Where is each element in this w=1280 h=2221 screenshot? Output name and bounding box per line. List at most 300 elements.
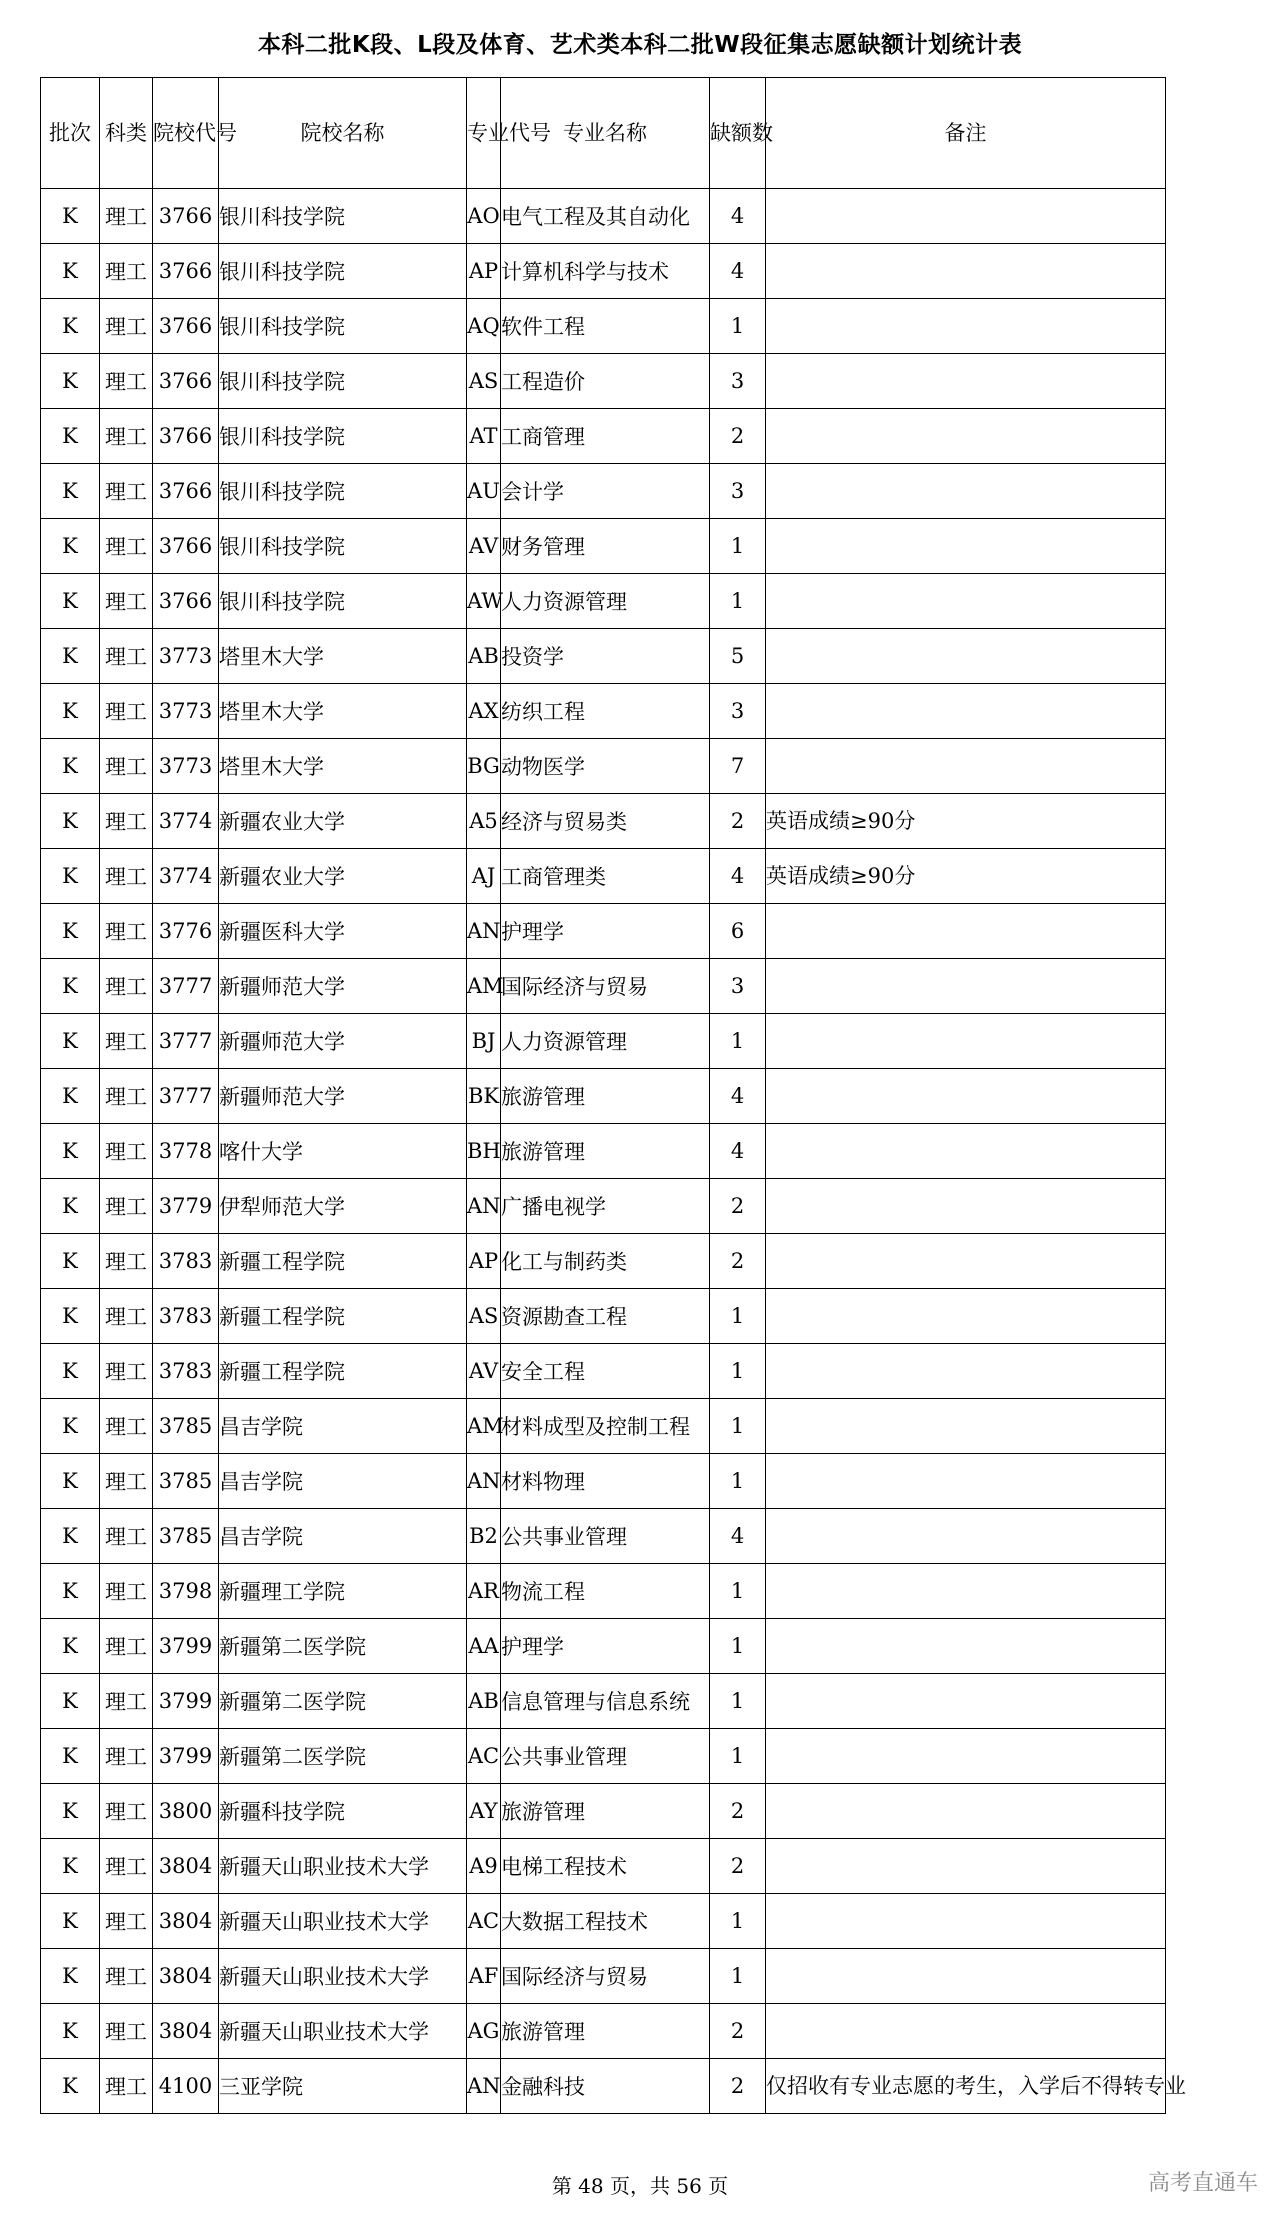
cell-major-name: 材料物理 [501,1454,710,1509]
cell-school-name: 昌吉学院 [219,1399,467,1454]
cell-major-name: 金融科技 [501,2059,710,2114]
table-row [41,1454,1166,1509]
cell-vacancy: 2 [710,794,766,849]
cell-major-code: AS [467,354,501,409]
cell-major-code: AC [467,1894,501,1949]
cell-vacancy: 1 [710,1344,766,1399]
cell-vacancy: 1 [710,1564,766,1619]
cell-batch: K [41,464,100,519]
table-row [41,1949,1166,2004]
cell-school-name: 新疆师范大学 [219,1069,467,1124]
cell-major-code: AY [467,1784,501,1839]
cell-school-name: 银川科技学院 [219,409,467,464]
cell-batch: K [41,1784,100,1839]
cell-school-code: 3785 [153,1454,219,1509]
cell-major-code: AP [467,244,501,299]
cell-major-name: 投资学 [501,629,710,684]
table-row [41,739,1166,794]
cell-subject: 理工 [100,574,153,629]
table-row [41,1234,1166,1289]
cell-batch: K [41,1234,100,1289]
cell-batch: K [41,299,100,354]
cell-batch: K [41,1454,100,1509]
cell-batch: K [41,1949,100,2004]
cell-subject: 理工 [100,1069,153,1124]
cell-note [766,739,1166,794]
table-row [41,1014,1166,1069]
cell-vacancy: 1 [710,1454,766,1509]
cell-subject: 理工 [100,1344,153,1399]
cell-batch: K [41,244,100,299]
cell-vacancy: 1 [710,299,766,354]
cell-school-name: 塔里木大学 [219,629,467,684]
table-row [41,1619,1166,1674]
cell-note: 仅招收有专业志愿的考生，入学后不得转专业 [766,2059,1166,2114]
cell-batch: K [41,794,100,849]
cell-note [766,1344,1166,1399]
cell-school-code: 3773 [153,739,219,794]
cell-batch: K [41,1674,100,1729]
cell-subject: 理工 [100,629,153,684]
cell-batch: K [41,2059,100,2114]
cell-batch: K [41,1509,100,1564]
cell-major-name: 动物医学 [501,739,710,794]
cell-subject: 理工 [100,1564,153,1619]
cell-note [766,1069,1166,1124]
cell-school-name: 新疆天山职业技术大学 [219,1894,467,1949]
table-row [41,1784,1166,1839]
table-row [41,299,1166,354]
cell-school-code: 3799 [153,1674,219,1729]
cell-note: 英语成绩≥90分 [766,849,1166,904]
cell-school-code: 3766 [153,464,219,519]
cell-note [766,1729,1166,1784]
table-row [41,354,1166,409]
cell-major-name: 公共事业管理 [501,1509,710,1564]
cell-subject: 理工 [100,1124,153,1179]
cell-major-code: BJ [467,1014,501,1069]
cell-subject: 理工 [100,1289,153,1344]
header-major-name: 专业名称 [501,78,710,189]
table-row [41,1399,1166,1454]
cell-subject: 理工 [100,1784,153,1839]
cell-vacancy: 4 [710,1124,766,1179]
page-number: 第 48 页，共 56 页 [551,2174,729,2198]
cell-vacancy: 1 [710,1674,766,1729]
cell-school-code: 3804 [153,2004,219,2059]
cell-batch: K [41,1069,100,1124]
cell-major-name: 旅游管理 [501,1784,710,1839]
cell-batch: K [41,2004,100,2059]
cell-note [766,1784,1166,1839]
watermark: 高考直通车 [1147,2171,1258,2196]
cell-major-code: AS [467,1289,501,1344]
cell-school-name: 新疆农业大学 [219,849,467,904]
table-row [41,409,1166,464]
cell-school-name: 新疆师范大学 [219,959,467,1014]
cell-major-code: BG [467,739,501,794]
cell-subject: 理工 [100,189,153,244]
cell-note [766,1509,1166,1564]
cell-major-name: 经济与贸易类 [501,794,710,849]
cell-school-code: 3776 [153,904,219,959]
cell-major-code: AB [467,1674,501,1729]
cell-major-name: 国际经济与贸易 [501,959,710,1014]
cell-school-code: 3777 [153,1014,219,1069]
cell-subject: 理工 [100,1894,153,1949]
cell-major-name: 会计学 [501,464,710,519]
cell-major-code: AA [467,1619,501,1674]
table-row [41,1509,1166,1564]
cell-major-name: 物流工程 [501,1564,710,1619]
cell-school-name: 新疆第二医学院 [219,1619,467,1674]
cell-major-code: B2 [467,1509,501,1564]
cell-vacancy: 3 [710,354,766,409]
cell-note [766,244,1166,299]
cell-major-code: AN [467,904,501,959]
cell-note [766,519,1166,574]
cell-school-code: 3779 [153,1179,219,1234]
cell-note [766,189,1166,244]
cell-major-name: 软件工程 [501,299,710,354]
cell-major-code: AT [467,409,501,464]
table-row [41,189,1166,244]
cell-note [766,1124,1166,1179]
cell-subject: 理工 [100,794,153,849]
cell-school-name: 银川科技学院 [219,464,467,519]
cell-major-code: AJ [467,849,501,904]
cell-school-name: 伊犁师范大学 [219,1179,467,1234]
cell-school-code: 3783 [153,1289,219,1344]
cell-subject: 理工 [100,1509,153,1564]
cell-school-code: 3785 [153,1509,219,1564]
cell-batch: K [41,1564,100,1619]
cell-batch: K [41,959,100,1014]
cell-vacancy: 1 [710,1014,766,1069]
table-row [41,629,1166,684]
cell-school-code: 3804 [153,1894,219,1949]
cell-school-name: 新疆农业大学 [219,794,467,849]
cell-school-code: 3766 [153,409,219,464]
cell-major-code: AQ [467,299,501,354]
cell-subject: 理工 [100,409,153,464]
cell-major-code: AF [467,1949,501,2004]
cell-school-name: 银川科技学院 [219,519,467,574]
cell-batch: K [41,629,100,684]
cell-vacancy: 4 [710,1069,766,1124]
cell-school-name: 喀什大学 [219,1124,467,1179]
cell-note [766,1949,1166,2004]
cell-note [766,629,1166,684]
cell-note [766,409,1166,464]
cell-subject: 理工 [100,1399,153,1454]
table-row [41,904,1166,959]
cell-major-code: AB [467,629,501,684]
cell-school-name: 新疆天山职业技术大学 [219,1839,467,1894]
cell-major-name: 公共事业管理 [501,1729,710,1784]
table-row [41,519,1166,574]
cell-school-code: 3777 [153,959,219,1014]
cell-major-name: 护理学 [501,1619,710,1674]
cell-school-name: 新疆工程学院 [219,1289,467,1344]
header-major-code: 专业代号 [467,78,501,189]
cell-major-code: A5 [467,794,501,849]
cell-major-name: 信息管理与信息系统 [501,1674,710,1729]
cell-major-name: 旅游管理 [501,1069,710,1124]
cell-major-code: AM [467,959,501,1014]
cell-vacancy: 1 [710,1289,766,1344]
cell-vacancy: 4 [710,244,766,299]
cell-school-name: 银川科技学院 [219,299,467,354]
cell-note [766,904,1166,959]
cell-major-name: 人力资源管理 [501,574,710,629]
cell-school-name: 新疆工程学院 [219,1344,467,1399]
cell-vacancy: 2 [710,1179,766,1234]
cell-subject: 理工 [100,1729,153,1784]
cell-major-code: AR [467,1564,501,1619]
cell-note [766,2004,1166,2059]
cell-vacancy: 4 [710,1509,766,1564]
cell-major-code: AN [467,1179,501,1234]
cell-note [766,1399,1166,1454]
table-header-row [41,78,1166,189]
cell-major-name: 人力资源管理 [501,1014,710,1069]
cell-school-code: 4100 [153,2059,219,2114]
cell-school-code: 3766 [153,354,219,409]
table-row [41,794,1166,849]
cell-school-name: 新疆天山职业技术大学 [219,2004,467,2059]
cell-note [766,684,1166,739]
table-row [41,684,1166,739]
cell-school-name: 三亚学院 [219,2059,467,2114]
header-vacancy: 缺额数 [710,78,766,189]
cell-vacancy: 2 [710,2059,766,2114]
cell-major-name: 工商管理类 [501,849,710,904]
cell-batch: K [41,1344,100,1399]
cell-note [766,1014,1166,1069]
cell-vacancy: 7 [710,739,766,794]
cell-vacancy: 3 [710,959,766,1014]
cell-vacancy: 6 [710,904,766,959]
cell-major-name: 纺织工程 [501,684,710,739]
cell-school-name: 新疆理工学院 [219,1564,467,1619]
table-row [41,244,1166,299]
cell-major-code: AU [467,464,501,519]
cell-subject: 理工 [100,299,153,354]
cell-major-code: AV [467,1344,501,1399]
cell-major-code: AX [467,684,501,739]
cell-vacancy: 4 [710,189,766,244]
cell-note [766,299,1166,354]
cell-note [766,1179,1166,1234]
cell-school-name: 新疆第二医学院 [219,1729,467,1784]
cell-vacancy: 1 [710,519,766,574]
cell-major-name: 电梯工程技术 [501,1839,710,1894]
cell-school-name: 昌吉学院 [219,1509,467,1564]
cell-major-name: 化工与制药类 [501,1234,710,1289]
cell-note [766,1839,1166,1894]
cell-major-name: 旅游管理 [501,1124,710,1179]
cell-note [766,1619,1166,1674]
cell-subject: 理工 [100,1949,153,2004]
cell-school-code: 3785 [153,1399,219,1454]
table-row [41,1839,1166,1894]
cell-note [766,354,1166,409]
cell-school-name: 银川科技学院 [219,189,467,244]
cell-note: 英语成绩≥90分 [766,794,1166,849]
cell-batch: K [41,574,100,629]
cell-note [766,1674,1166,1729]
cell-vacancy: 4 [710,849,766,904]
cell-vacancy: 3 [710,684,766,739]
table-row [41,1069,1166,1124]
cell-major-code: BH [467,1124,501,1179]
cell-vacancy: 3 [710,464,766,519]
cell-school-code: 3766 [153,244,219,299]
cell-batch: K [41,1619,100,1674]
cell-vacancy: 1 [710,574,766,629]
table-row [41,1289,1166,1344]
cell-major-name: 电气工程及其自动化 [501,189,710,244]
table-row [41,2004,1166,2059]
cell-subject: 理工 [100,904,153,959]
cell-major-code: AP [467,1234,501,1289]
cell-subject: 理工 [100,1454,153,1509]
cell-school-code: 3778 [153,1124,219,1179]
cell-note [766,464,1166,519]
cell-major-name: 安全工程 [501,1344,710,1399]
header-batch: 批次 [41,78,100,189]
cell-subject: 理工 [100,1839,153,1894]
cell-school-code: 3804 [153,1839,219,1894]
cell-major-code: AN [467,2059,501,2114]
cell-major-code: A9 [467,1839,501,1894]
table-body [41,189,1186,2114]
cell-vacancy: 2 [710,409,766,464]
cell-batch: K [41,1124,100,1179]
cell-major-name: 资源勘查工程 [501,1289,710,1344]
cell-school-name: 新疆师范大学 [219,1014,467,1069]
page-title: 本科二批K段、L段及体育、艺术类本科二批W段征集志愿缺额计划统计表 [257,32,1023,58]
table-row [41,464,1166,519]
cell-school-name: 新疆工程学院 [219,1234,467,1289]
table-row [41,2059,1166,2114]
cell-school-code: 3766 [153,189,219,244]
cell-school-code: 3799 [153,1619,219,1674]
cell-subject: 理工 [100,739,153,794]
cell-school-code: 3773 [153,629,219,684]
cell-school-name: 银川科技学院 [219,574,467,629]
cell-school-name: 塔里木大学 [219,739,467,794]
cell-school-name: 银川科技学院 [219,244,467,299]
cell-batch: K [41,739,100,794]
cell-school-code: 3766 [153,299,219,354]
cell-subject: 理工 [100,849,153,904]
cell-subject: 理工 [100,1674,153,1729]
cell-major-code: AV [467,519,501,574]
cell-batch: K [41,849,100,904]
cell-major-code: AN [467,1454,501,1509]
cell-major-name: 旅游管理 [501,2004,710,2059]
cell-school-name: 昌吉学院 [219,1454,467,1509]
cell-major-code: AG [467,2004,501,2059]
table-row [41,1894,1166,1949]
table-row [41,959,1166,1014]
table-row [41,1729,1166,1784]
cell-subject: 理工 [100,1014,153,1069]
cell-school-name: 塔里木大学 [219,684,467,739]
header-subject: 科类 [100,78,153,189]
cell-batch: K [41,519,100,574]
cell-school-code: 3766 [153,574,219,629]
table-row [41,1179,1166,1234]
table-row [41,1124,1166,1179]
vacancy-table [40,77,1186,2114]
cell-major-name: 工程造价 [501,354,710,409]
cell-major-name: 护理学 [501,904,710,959]
table-row [41,574,1166,629]
cell-note [766,574,1166,629]
cell-note [766,1894,1166,1949]
cell-batch: K [41,354,100,409]
cell-batch: K [41,684,100,739]
cell-school-code: 3774 [153,849,219,904]
cell-school-code: 3804 [153,1949,219,2004]
cell-note [766,1564,1166,1619]
cell-vacancy: 2 [710,1234,766,1289]
cell-school-name: 新疆科技学院 [219,1784,467,1839]
cell-batch: K [41,1014,100,1069]
cell-note [766,1454,1166,1509]
cell-batch: K [41,1894,100,1949]
cell-major-name: 广播电视学 [501,1179,710,1234]
cell-major-code: AM [467,1399,501,1454]
cell-school-name: 新疆第二医学院 [219,1674,467,1729]
cell-subject: 理工 [100,2059,153,2114]
cell-school-code: 3798 [153,1564,219,1619]
cell-subject: 理工 [100,354,153,409]
table-row [41,849,1166,904]
cell-vacancy: 2 [710,1784,766,1839]
cell-note [766,1234,1166,1289]
header-school-name: 院校名称 [219,78,467,189]
cell-subject: 理工 [100,684,153,739]
cell-major-name: 财务管理 [501,519,710,574]
cell-vacancy: 1 [710,1894,766,1949]
cell-subject: 理工 [100,1234,153,1289]
cell-subject: 理工 [100,959,153,1014]
cell-batch: K [41,1839,100,1894]
cell-batch: K [41,1289,100,1344]
cell-major-code: AO [467,189,501,244]
cell-major-code: AC [467,1729,501,1784]
cell-subject: 理工 [100,244,153,299]
cell-batch: K [41,904,100,959]
cell-subject: 理工 [100,1619,153,1674]
cell-vacancy: 2 [710,2004,766,2059]
cell-major-code: AW [467,574,501,629]
cell-note [766,1289,1166,1344]
cell-school-code: 3783 [153,1234,219,1289]
cell-school-code: 3777 [153,1069,219,1124]
cell-school-code: 3783 [153,1344,219,1399]
cell-subject: 理工 [100,1179,153,1234]
cell-school-name: 新疆天山职业技术大学 [219,1949,467,2004]
table-row [41,1564,1166,1619]
cell-major-name: 工商管理 [501,409,710,464]
cell-school-code: 3766 [153,519,219,574]
cell-vacancy: 5 [710,629,766,684]
